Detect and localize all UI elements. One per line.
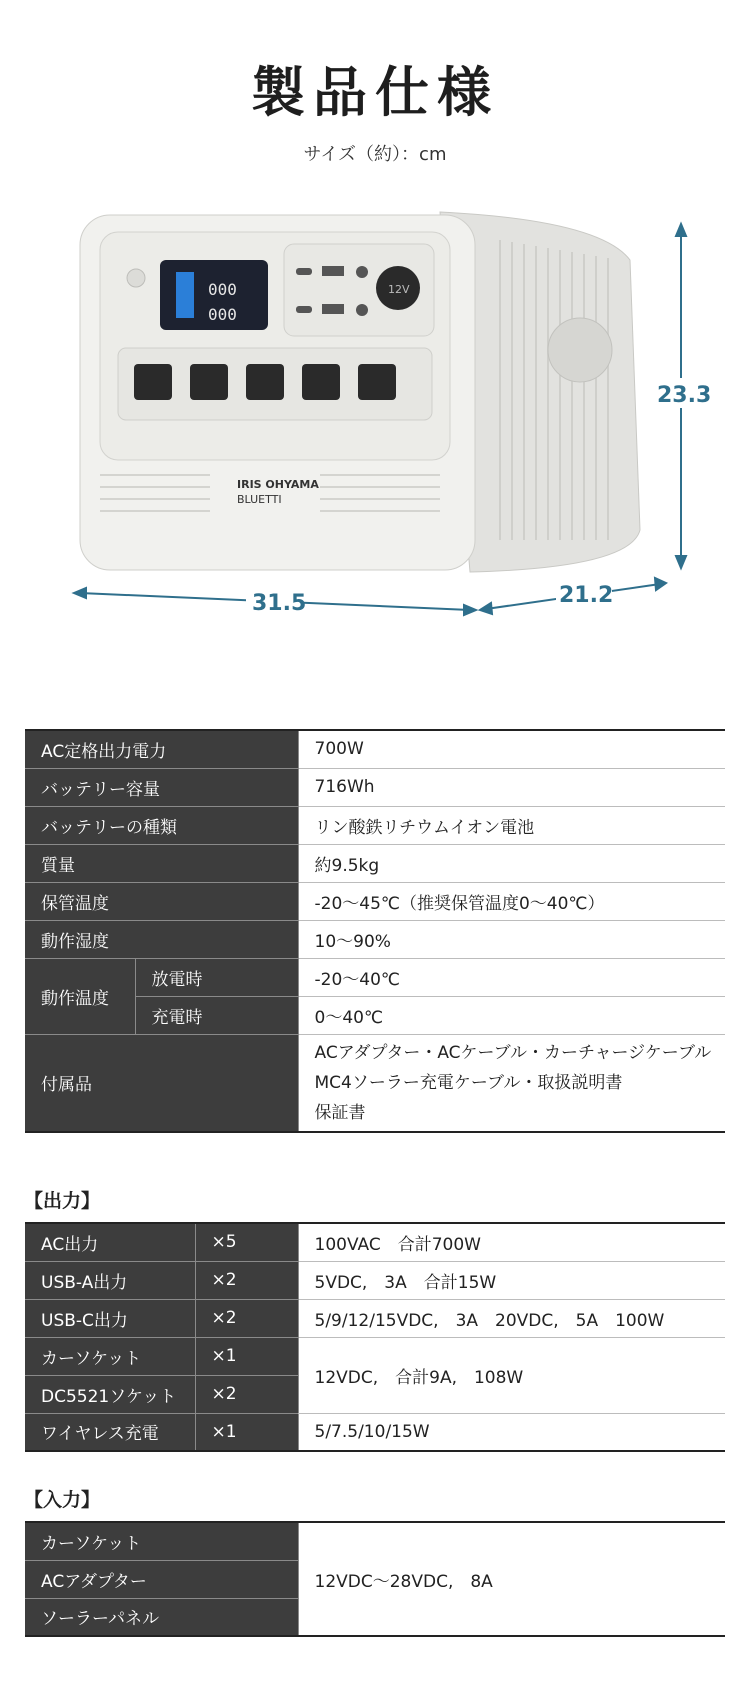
spec-value: 0～40℃ (298, 996, 725, 1034)
table-row (25, 768, 725, 806)
output-qty: ×2 (195, 1375, 298, 1413)
accessory-line: MC4ソーラー充電ケーブル・取扱説明書 (314, 1072, 623, 1093)
height-value: 23.3 (657, 383, 712, 408)
lcd-output-reading: 000 (208, 305, 237, 324)
spec-value: リン酸鉄リチウムイオン電池 (298, 806, 725, 844)
table-row (25, 1299, 725, 1337)
output-heading: 【出力】 (24, 1190, 101, 1212)
output-label: カーソケット (25, 1337, 195, 1375)
table-row (25, 882, 725, 920)
table-row (25, 920, 725, 958)
spec-sublabel: 放電時 (135, 958, 298, 996)
car-socket-label: 12V (388, 283, 410, 296)
table-row (25, 1223, 725, 1261)
input-label: カーソケット (25, 1522, 298, 1560)
output-value: 100VAC 合計700W (298, 1223, 725, 1261)
lcd-input-reading: 000 (208, 280, 237, 299)
spec-sublabel: 充電時 (135, 996, 298, 1034)
product-figure (0, 200, 750, 670)
output-value: 12VDC, 合計9A, 108W (298, 1337, 725, 1413)
output-label: ワイヤレス充電 (25, 1413, 195, 1451)
usb-c-port (296, 268, 312, 275)
output-qty: ×5 (195, 1223, 298, 1261)
depth-value: 21.2 (559, 583, 614, 608)
table-row (25, 1413, 725, 1451)
page-title: 製品仕様 (251, 61, 499, 124)
input-heading: 【入力】 (24, 1489, 101, 1511)
side-speaker (548, 318, 612, 382)
dc5521-port (356, 304, 368, 316)
output-table (25, 1222, 725, 1452)
table-row (25, 958, 725, 996)
width-value: 31.5 (252, 591, 307, 616)
table-row (25, 1261, 725, 1299)
spec-label: AC定格出力電力 (25, 730, 298, 768)
accessory-line: 保証書 (314, 1102, 366, 1123)
spec-label: バッテリー容量 (25, 768, 298, 806)
table-row (25, 730, 725, 768)
table-row (25, 1337, 725, 1375)
table-row (25, 844, 725, 882)
spec-value: 10～90% (298, 920, 725, 958)
brand-logo: IRIS OHYAMA (237, 478, 319, 491)
brand-logo-sub: BLUETTI (237, 493, 282, 506)
input-label: ACアダプター (25, 1560, 298, 1598)
battery-indicator (176, 272, 194, 318)
output-label: USB-C出力 (25, 1299, 195, 1337)
usb-a-port (322, 304, 344, 314)
output-label: AC出力 (25, 1223, 195, 1261)
spec-label: バッテリーの種類 (25, 806, 298, 844)
usb-c-port (296, 306, 312, 313)
output-label: DC5521ソケット (25, 1375, 195, 1413)
power-button (127, 269, 145, 287)
output-label: USB-A出力 (25, 1261, 195, 1299)
spec-value: -20～45℃（推奨保管温度0～40℃） (298, 882, 725, 920)
spec-label: 動作温度 (25, 958, 135, 1034)
usb-a-port (322, 266, 344, 276)
size-unit-note: サイズ（約）：cm (303, 144, 447, 165)
input-label: ソーラーパネル (25, 1598, 298, 1636)
dc5521-port (356, 266, 368, 278)
spec-value: 約9.5kg (298, 844, 725, 882)
output-value: 5VDC, 3A 合計15W (298, 1261, 725, 1299)
spec-value-accessories (298, 1034, 725, 1132)
accessory-line: ACアダプター・ACケーブル・カーチャージケーブル (314, 1042, 712, 1063)
output-value: 5/9/12/15VDC, 3A 20VDC, 5A 100W (298, 1299, 725, 1337)
table-row (25, 1522, 725, 1560)
input-table (25, 1521, 725, 1637)
spec-label: 動作湿度 (25, 920, 298, 958)
spec-value: -20～40℃ (298, 958, 725, 996)
table-row (25, 806, 725, 844)
spec-label: 保管温度 (25, 882, 298, 920)
output-qty: ×1 (195, 1337, 298, 1375)
table-row (25, 1034, 725, 1132)
output-qty: ×2 (195, 1261, 298, 1299)
spec-value: 716Wh (298, 768, 725, 806)
output-qty: ×2 (195, 1299, 298, 1337)
output-qty: ×1 (195, 1413, 298, 1451)
input-value: 12VDC～28VDC, 8A (298, 1522, 725, 1636)
spec-table (25, 729, 725, 1133)
spec-label: 質量 (25, 844, 298, 882)
spec-value: 700W (298, 730, 725, 768)
spec-label: 付属品 (25, 1034, 298, 1132)
output-value: 5/7.5/10/15W (298, 1413, 725, 1451)
